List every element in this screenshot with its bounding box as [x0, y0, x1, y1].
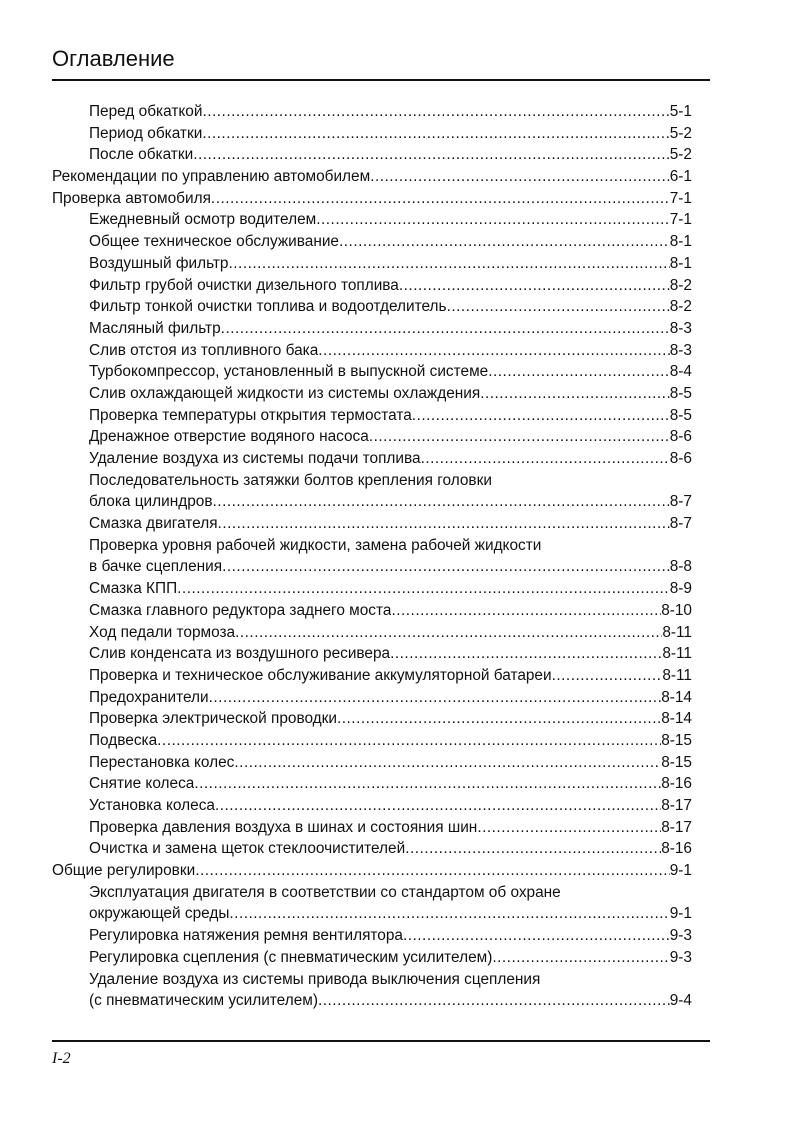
toc-entry-page: 9-3	[669, 948, 692, 966]
toc-entry-page: 5-1	[669, 103, 692, 120]
toc-entry[interactable]	[89, 795, 692, 817]
dot-leader	[177, 578, 670, 600]
dot-leader	[221, 318, 670, 340]
toc-entry-page: 8-1	[669, 233, 692, 251]
toc-entry-title: Перед обкаткой	[89, 103, 203, 120]
dot-leader	[222, 556, 670, 578]
toc-entry[interactable]	[89, 838, 692, 860]
toc-entry[interactable]	[89, 643, 692, 665]
toc-entry-title: Смазка КПП	[89, 580, 178, 598]
toc-entry-title: Подвеска	[89, 731, 158, 749]
toc-entry-title: Ход педали тормоза	[89, 623, 236, 641]
toc-entry-title: После обкатки	[89, 146, 194, 164]
dot-leader	[399, 275, 670, 297]
toc-entry-page: 8-17	[661, 818, 692, 836]
toc-entry[interactable]	[89, 275, 692, 297]
toc-entry[interactable]	[89, 144, 692, 166]
toc-entry[interactable]	[89, 231, 692, 253]
toc-entry[interactable]	[89, 600, 692, 622]
toc-entry[interactable]	[89, 947, 692, 969]
toc-entry[interactable]	[89, 665, 692, 687]
toc-entry-page: 8-16	[661, 775, 692, 793]
toc-entry-title: Проверка электрической проводки	[89, 710, 337, 728]
toc-entry[interactable]	[89, 361, 692, 383]
toc-entry[interactable]	[52, 860, 692, 882]
dot-leader	[403, 925, 670, 947]
dot-leader	[488, 361, 670, 383]
page-title: Оглавление	[52, 46, 175, 71]
dot-leader	[218, 513, 670, 535]
toc-entry-page: 8-14	[661, 710, 692, 728]
dot-leader	[194, 773, 661, 795]
toc-entry-page: 8-2	[669, 298, 692, 316]
toc-entry-title-line1: Удаление воздуха из системы привода выключения сцепления	[89, 970, 541, 988]
toc-entry-title: Смазка двигателя	[89, 515, 218, 533]
dot-leader	[211, 188, 670, 210]
toc-entry-title: Рекомендации по управлению автомобилем	[52, 168, 371, 186]
toc-entry-page: 8-10	[661, 601, 692, 619]
toc-entry[interactable]	[89, 209, 692, 231]
toc-entry-page: 8-6	[669, 428, 692, 446]
dot-leader	[391, 600, 661, 622]
toc-entry[interactable]	[89, 730, 692, 752]
toc-entry-title: в бачке сцепления	[89, 558, 223, 576]
toc-entry-page: 8-2	[669, 276, 692, 294]
toc-entry[interactable]	[89, 773, 692, 795]
toc-entry-title: Воздушный фильтр	[89, 254, 229, 272]
toc-entry-title-line1: Эксплуатация двигателя в соответствии со стандартом об охране	[89, 883, 561, 901]
dot-leader	[202, 101, 669, 123]
dot-leader	[318, 990, 670, 1012]
toc-entry-title: Ежедневный осмотр водителем	[89, 211, 317, 229]
toc-entry[interactable]	[89, 383, 692, 405]
toc-entry-page: 8-5	[669, 384, 692, 402]
toc-entry-page: 5-2	[669, 146, 692, 164]
toc-entry-title: Масляный фильтр	[89, 319, 221, 337]
dot-leader	[193, 144, 670, 166]
dot-leader	[215, 795, 661, 817]
toc-entry-page: 8-11	[662, 645, 692, 663]
toc-entry-page: 8-1	[669, 254, 692, 272]
toc-entry[interactable]	[89, 752, 692, 774]
dot-leader	[235, 622, 662, 644]
toc-entry-title: Установка колеса	[89, 797, 215, 815]
dot-leader	[202, 123, 669, 145]
toc-entry-page: 6-1	[669, 168, 692, 186]
toc-entry[interactable]	[89, 405, 692, 427]
dot-leader	[316, 209, 670, 231]
toc-entry-page: 8-3	[669, 319, 692, 337]
toc-entry-title: Проверка и техническое обслуживание аккумуляторной батареи	[89, 666, 552, 684]
toc-entry-title: Регулировка натяжения ремня вентилятора	[89, 927, 403, 945]
dot-leader	[447, 296, 670, 318]
toc-entry[interactable]	[89, 101, 692, 123]
toc-entry[interactable]	[89, 123, 692, 145]
toc-entry-title: Турбокомпрессор, установленный в выпускной системе	[89, 363, 489, 381]
toc-entry-page: 8-16	[661, 840, 692, 858]
toc-entry-page: 7-1	[669, 189, 692, 207]
toc-entry[interactable]	[89, 535, 692, 578]
dot-leader	[318, 340, 669, 362]
toc-entry-page: 9-4	[669, 992, 692, 1010]
toc-entry-title: Общее техническое обслуживание	[89, 233, 339, 251]
toc-entry-title: (с пневматическим усилителем)	[89, 992, 318, 1010]
toc-entry-title: Регулировка сцепления (с пневматическим усилителем)	[89, 948, 493, 966]
toc-entry-title: Смазка главного редуктора заднего моста	[89, 601, 392, 619]
toc-entry[interactable]	[89, 426, 692, 448]
toc-entry-page: 9-1	[669, 862, 692, 880]
toc-entry-page: 8-14	[661, 688, 692, 706]
toc-entry-page: 8-15	[661, 753, 692, 771]
toc-entry-title: Удаление воздуха из системы подачи топлива	[89, 450, 421, 467]
toc-entry-page: 8-3	[669, 341, 692, 359]
toc-entry-page: 8-11	[662, 623, 692, 641]
toc-entry-page: 7-1	[669, 211, 692, 229]
toc-entry[interactable]	[89, 969, 692, 1012]
dot-leader	[421, 448, 670, 470]
toc-entry-title: Слив охлаждающей жидкости из системы охлаждения	[89, 384, 481, 402]
dot-leader	[477, 817, 661, 839]
dot-leader	[234, 752, 661, 774]
table-of-contents	[52, 101, 692, 1012]
header-divider	[52, 79, 710, 81]
dot-leader	[213, 491, 670, 513]
dot-leader	[412, 405, 670, 427]
toc-entry-title: Проверка давления воздуха в шинах и состояния шин	[89, 818, 478, 836]
dot-leader	[339, 231, 670, 253]
toc-entry[interactable]	[89, 622, 692, 644]
toc-entry[interactable]	[89, 470, 692, 513]
toc-entry-page: 9-1	[669, 905, 692, 923]
toc-entry[interactable]	[89, 318, 692, 340]
toc-entry-title: Фильтр тонкой очистки топлива и водоотделитель	[89, 298, 447, 316]
toc-entry[interactable]	[89, 925, 692, 947]
toc-entry[interactable]	[52, 188, 692, 210]
dot-leader	[370, 166, 670, 188]
toc-entry[interactable]	[89, 687, 692, 709]
toc-entry-title-line1: Последовательность затяжки болтов крепления головки	[89, 471, 492, 489]
dot-leader	[552, 665, 663, 687]
toc-entry-page: 8-7	[669, 515, 692, 533]
toc-entry-page: 8-8	[669, 558, 692, 576]
toc-entry-page: 8-11	[662, 666, 692, 684]
toc-entry-page: 8-15	[661, 731, 692, 749]
toc-entry-title: Общие регулировки	[52, 862, 196, 880]
toc-entry-title: Снятие колеса	[89, 775, 195, 793]
footer-divider	[52, 1040, 710, 1042]
toc-entry-title: Проверка температуры открытия термостата	[89, 406, 412, 424]
toc-entry-title: Дренажное отверстие водяного насоса	[89, 428, 369, 446]
toc-entry-page: 8-17	[661, 797, 692, 815]
toc-entry[interactable]	[89, 296, 692, 318]
toc-entry-page: 8-6	[669, 450, 692, 467]
page-number: I-2	[52, 1050, 71, 1067]
dot-leader	[480, 383, 670, 405]
toc-entry[interactable]	[89, 253, 692, 275]
toc-entry-page: 8-7	[669, 493, 692, 511]
toc-entry[interactable]	[89, 340, 692, 362]
toc-entry-title: Предохранители	[89, 688, 209, 706]
dot-leader	[209, 687, 662, 709]
toc-entry-page: 8-4	[669, 363, 692, 381]
toc-entry-title: Проверка автомобиля	[52, 189, 211, 207]
toc-entry[interactable]	[52, 166, 692, 188]
dot-leader	[229, 253, 670, 275]
toc-entry-title-line1: Проверка уровня рабочей жидкости, замена рабочей жидкости	[89, 536, 542, 554]
toc-entry-title: Перестановка колес	[89, 753, 235, 771]
dot-leader	[405, 838, 661, 860]
toc-entry-title: блока цилиндров	[89, 493, 213, 511]
toc-entry-title: Слив конденсата из воздушного ресивера	[89, 645, 391, 663]
dot-leader	[337, 708, 661, 730]
toc-entry[interactable]	[89, 513, 692, 535]
toc-entry[interactable]	[89, 448, 692, 470]
toc-entry[interactable]	[89, 578, 692, 600]
toc-entry-title: Очистка и замена щеток стеклоочистителей	[89, 840, 406, 858]
toc-entry-page: 9-3	[669, 927, 692, 945]
toc-entry[interactable]	[89, 882, 692, 925]
toc-entry-page: 8-9	[669, 580, 692, 598]
toc-entry-page: 5-2	[669, 124, 692, 142]
toc-entry-title: Фильтр грубой очистки дизельного топлива	[89, 276, 399, 294]
toc-entry-title: Период обкатки	[89, 124, 203, 142]
dot-leader	[369, 426, 670, 448]
dot-leader	[195, 860, 670, 882]
toc-entry-title: окружающей среды	[89, 905, 230, 923]
dot-leader	[492, 947, 669, 969]
toc-entry-page: 8-5	[669, 406, 692, 424]
dot-leader	[157, 730, 661, 752]
toc-entry[interactable]	[89, 708, 692, 730]
dot-leader	[229, 903, 669, 925]
toc-entry-title: Слив отстоя из топливного бака	[89, 341, 319, 359]
toc-entry[interactable]	[89, 817, 692, 839]
dot-leader	[390, 643, 662, 665]
